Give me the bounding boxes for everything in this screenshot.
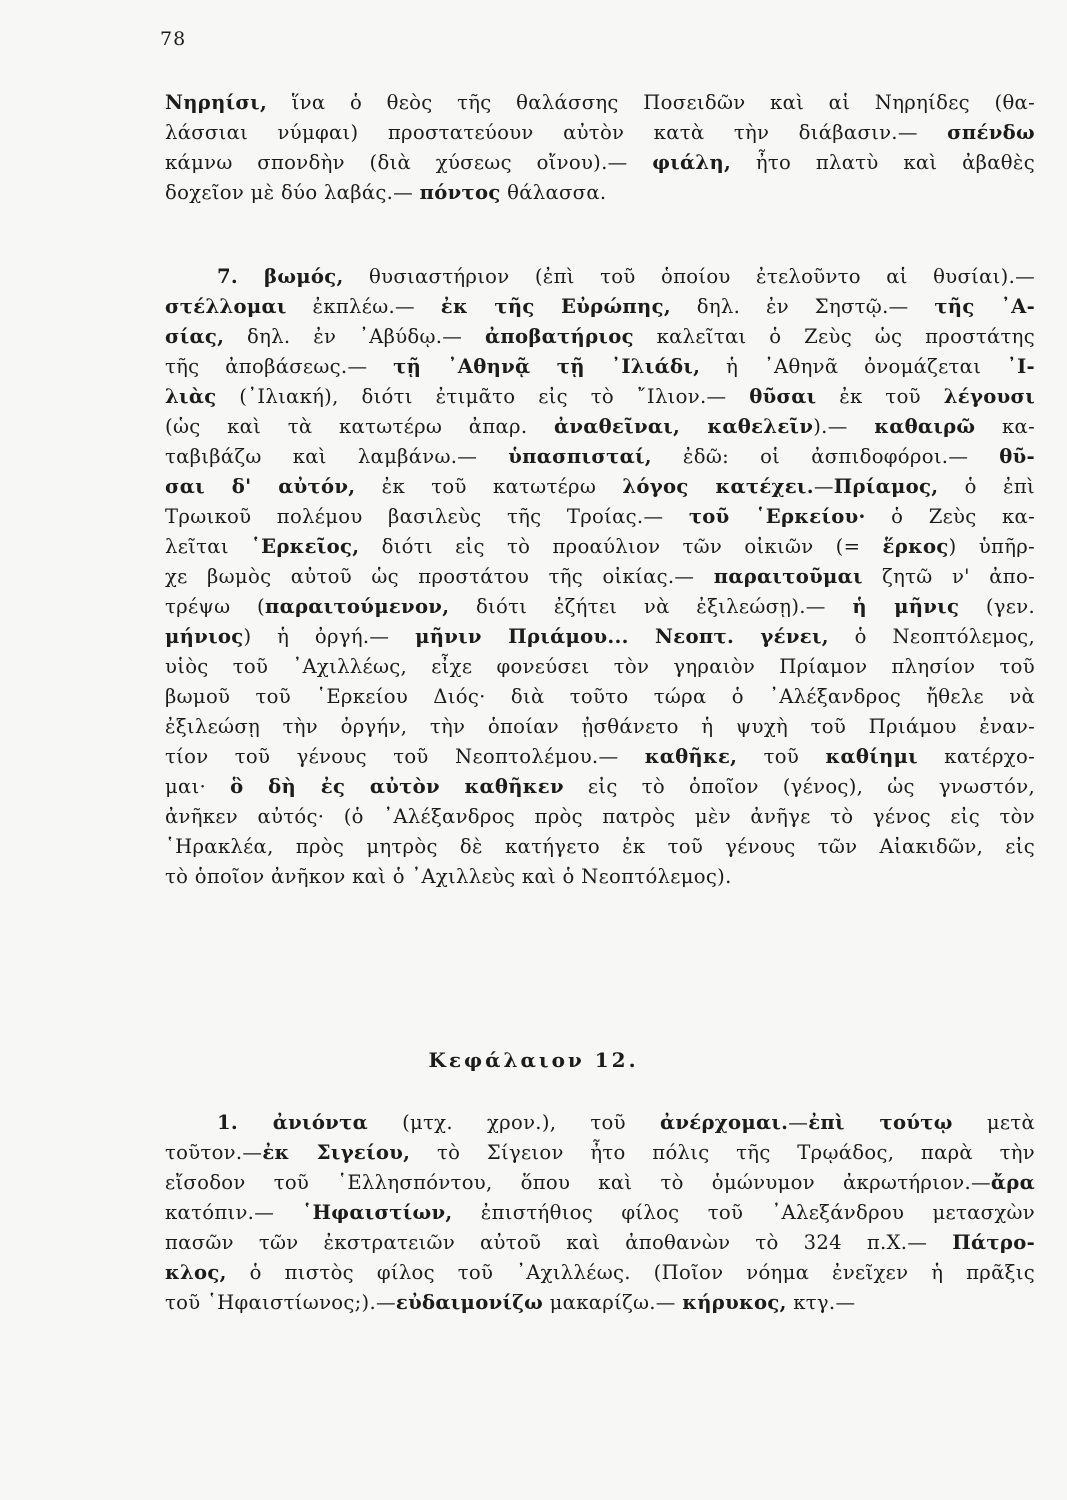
text-line: σίας, δηλ. ἐν ᾿Αβύδῳ.— ἀποβατήριος καλεῖται ὁ Ζεὺς ὡς προστάτης xyxy=(165,325,1035,348)
text-line: πασῶν τῶν ἐκστρατειῶν αὐτοῦ καὶ ἀποθανὼν τὸ 324 π.Χ.— Πάτρο- xyxy=(165,1231,1035,1254)
text-line: κάμνω σπονδὴν (διὰ χύσεως οἴνου).— φιάλη, ἦτο πλατὺ καὶ ἀβαθὲς xyxy=(165,151,1035,174)
paragraph-glossary-7 xyxy=(165,262,1035,892)
text-line: εἴσοδον τοῦ ῾Ελλησπόντου, ὅπου καὶ τὸ ὁμώνυμον ἀκρωτήριον.—ἄρα xyxy=(165,1171,1035,1194)
text-line: χε βωμὸς αὐτοῦ ὡς προστάτου τῆς οἰκίας.— παραιτοῦμαι ζητῶ ν' ἀπο- xyxy=(165,565,1035,588)
page-number: 78 xyxy=(160,28,187,50)
text-line: Νηρηίσι, ἵνα ὁ θεὸς τῆς θαλάσσης Ποσειδῶν καὶ αἱ Νηρηίδες (θα- xyxy=(165,91,1035,114)
text-line: ταβιβάζω καὶ λαμβάνω.— ὑπασπισταί, ἐδῶ: οἱ ἀσπιδοφόροι.— θῦ- xyxy=(165,445,1035,468)
text-line: σαι δ' αὐτόν, ἐκ τοῦ κατωτέρω λόγος κατέχει.—Πρίαμος, ὁ ἐπὶ xyxy=(165,475,1035,498)
paragraph-glossary-1 xyxy=(165,88,1035,208)
text-line: ἐξιλεώσῃ τὴν ὀργήν, τὴν ὁποίαν ᾐσθάνετο ἡ ψυχὴ τοῦ Πριάμου ἐναν- xyxy=(165,715,1035,738)
text-line: τὸ ὁποῖον ἀνῆκον καὶ ὁ ᾿Αχιλλεὺς καὶ ὁ Νεοπτόλεμος). xyxy=(165,865,732,888)
text-line: τοῦ ῾Ηφαιστίωνος;).—εὐδαιμονίζω μακαρίζω.— κήρυκος, κτγ.— xyxy=(165,1291,856,1314)
text-line: στέλλομαι ἐκπλέω.— ἐκ τῆς Εὐρώπης, δηλ. ἐν Σηστῷ.— τῆς ᾿Α- xyxy=(165,295,1035,318)
text-line: τοῦτον.—ἐκ Σιγείου, τὸ Σίγειον ἦτο πόλις τῆς Τρῳάδος, παρὰ τὴν xyxy=(165,1141,1035,1164)
text-line: τρέψω (παραιτούμενον, διότι ἐζήτει νὰ ἐξιλεώσῃ).— ἡ μῆνις (γεν. xyxy=(165,595,1035,618)
text-line: 1. ἀνιόντα (μτχ. χρον.), τοῦ ἀνέρχομαι.—ἐπὶ τούτῳ μετὰ xyxy=(217,1111,1035,1134)
text-line: βωμοῦ τοῦ ῾Ερκείου Διός· διὰ τοῦτο τώρα ὁ ᾿Αλέξανδρος ἤθελε νὰ xyxy=(165,685,1035,708)
text-line: λεῖται ῾Ερκεῖος, διότι εἰς τὸ προαύλιον τῶν οἰκιῶν (= ἕρκος) ὑπῆρ- xyxy=(165,535,1035,558)
text-line: υἱὸς τοῦ ᾿Αχιλλέως, εἶχε φονεύσει τὸν γηραιὸν Πρίαμον πλησίον τοῦ xyxy=(165,655,1035,678)
text-line: λιὰς (᾿Ιλιακή), διότι ἐτιμᾶτο εἰς τὸ ῎Ιλιον.— θῦσαι ἐκ τοῦ λέγουσι xyxy=(165,385,1035,408)
text-line: μήνιος) ἡ ὀργή.— μῆνιν Πριάμου... Νεοπτ. γένει, ὁ Νεοπτόλεμος, xyxy=(165,625,1035,648)
text-line: τίον τοῦ γένους τοῦ Νεοπτολέμου.— καθῆκε, τοῦ καθίημι κατέρχο- xyxy=(165,745,1035,768)
text-line: 7. βωμός, θυσιαστήριον (ἐπὶ τοῦ ὁποίου ἐτελοῦντο αἱ θυσίαι).— xyxy=(217,265,1035,288)
text-line: Τρωικοῦ πολέμου βασιλεὺς τῆς Τροίας.— τοῦ ῾Ερκείου· ὁ Ζεὺς κα- xyxy=(165,505,1035,528)
text-line: κλος, ὁ πιστὸς φίλος τοῦ ᾿Αχιλλέως. (Ποῖον νόημα ἐνεῖχεν ἡ πρᾶξις xyxy=(165,1261,1035,1284)
text-line: λάσσιαι νύμφαι) προστατεύουν αὐτὸν κατὰ τὴν διάβασιν.— σπένδω xyxy=(165,121,1035,144)
paragraph-chapter-12 xyxy=(165,1108,1035,1318)
text-line: μαι· ὃ δὴ ἐς αὐτὸν καθῆκεν εἰς τὸ ὁποῖον (γένος), ὡς γνωστόν, xyxy=(165,775,1035,798)
text-line: δοχεῖον μὲ δύο λαβάς.— πόντος θάλασσα. xyxy=(165,181,607,204)
chapter-heading: Κεφάλαιον 12. xyxy=(428,1048,639,1072)
text-line: τῆς ἀποβάσεως.— τῇ ᾿Αθηνᾷ τῇ ᾿Ιλιάδι, ἡ ᾿Αθηνᾶ ὀνομάζεται ᾿Ι- xyxy=(165,355,1035,378)
text-line: ῾Ηρακλέα, πρὸς μητρὸς δὲ κατήγετο ἐκ τοῦ γένους τῶν Αἰακιδῶν, εἰς xyxy=(165,835,1035,858)
text-line: (ὡς καὶ τὰ κατωτέρω ἀπαρ. ἀναθεῖναι, καθελεῖν).— καθαιρῶ κα- xyxy=(165,415,1035,438)
text-line: κατόπιν.— ῾Ηφαιστίων, ἐπιστήθιος φίλος τοῦ ᾿Αλεξάνδρου μετασχὼν xyxy=(165,1201,1035,1224)
text-line: ἀνῆκεν αὐτός· (ὁ ᾿Αλέξανδρος πρὸς πατρὸς μὲν ἀνῆγε τὸ γένος εἰς τὸν xyxy=(165,805,1035,828)
